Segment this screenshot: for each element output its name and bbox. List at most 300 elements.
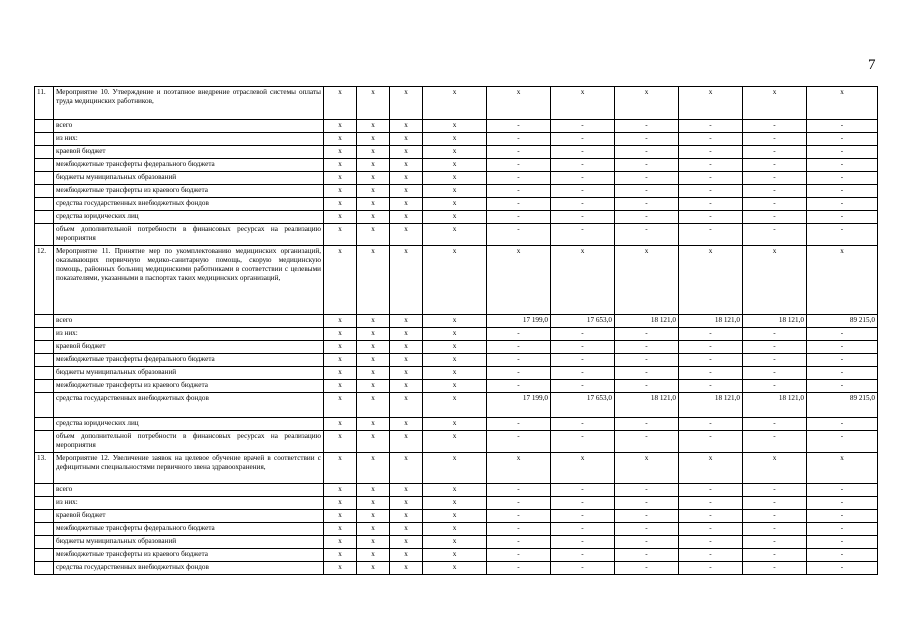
row-name: межбюджетные трансферты федерального бюджета [54,159,324,172]
cell-col-7: - [615,185,679,198]
row-name: из них: [54,497,324,510]
cell-col-1: x [324,120,357,133]
cell-col-6: - [551,172,615,185]
cell-col-5: - [487,185,551,198]
cell-col-9: - [743,211,807,224]
cell-col-9: x [743,246,807,315]
cell-col-9: - [743,484,807,497]
cell-col-10: - [807,341,878,354]
cell-col-9: - [743,562,807,575]
cell-col-9: - [743,549,807,562]
cell-col-10: - [807,418,878,431]
cell-col-4: x [423,536,487,549]
cell-col-5: 17 199,0 [487,393,551,418]
cell-col-3: x [390,87,423,120]
table-row [35,328,878,341]
cell-col-7: - [615,133,679,146]
table-row [35,146,878,159]
cell-col-7: - [615,159,679,172]
cell-col-8: - [679,510,743,523]
cell-col-7: 18 121,0 [615,315,679,328]
cell-col-7: - [615,523,679,536]
cell-col-9: - [743,224,807,246]
cell-col-2: x [357,185,390,198]
row-number [35,172,54,185]
cell-col-2: x [357,431,390,453]
cell-col-7: - [615,120,679,133]
cell-col-2: x [357,198,390,211]
row-name: из них: [54,133,324,146]
row-name: всего [54,120,324,133]
cell-col-6: - [551,328,615,341]
cell-col-8: - [679,133,743,146]
row-number [35,431,54,453]
cell-col-6: - [551,120,615,133]
cell-col-9: - [743,328,807,341]
row-name: средства государственных внебюджетных фондов [54,562,324,575]
cell-col-2: x [357,246,390,315]
cell-col-2: x [357,315,390,328]
cell-col-7: - [615,146,679,159]
cell-col-3: x [390,367,423,380]
row-number [35,484,54,497]
cell-col-9: 18 121,0 [743,315,807,328]
cell-col-7: - [615,367,679,380]
cell-col-6: 17 653,0 [551,393,615,418]
cell-col-2: x [357,224,390,246]
row-name: межбюджетные трансферты из краевого бюджета [54,549,324,562]
cell-col-6: - [551,484,615,497]
cell-col-1: x [324,354,357,367]
cell-col-3: x [390,172,423,185]
cell-col-10: - [807,133,878,146]
row-name: бюджеты муниципальных образований [54,367,324,380]
row-name: Мероприятие 10. Утверждение и поэтапное внедрение отраслевой системы оплаты труда медицинских работников, [54,87,324,120]
cell-col-6: - [551,367,615,380]
cell-col-6: - [551,354,615,367]
row-number [35,315,54,328]
cell-col-10: 89 215,0 [807,315,878,328]
cell-col-7: x [615,246,679,315]
cell-col-9: - [743,536,807,549]
row-name: межбюджетные трансферты федерального бюджета [54,523,324,536]
cell-col-10: - [807,198,878,211]
cell-col-7: - [615,484,679,497]
row-name: краевой бюджет [54,146,324,159]
cell-col-4: x [423,159,487,172]
cell-col-10: - [807,328,878,341]
table-row [35,172,878,185]
row-number [35,367,54,380]
cell-col-1: x [324,211,357,224]
cell-col-4: x [423,172,487,185]
cell-col-8: - [679,523,743,536]
row-number [35,341,54,354]
cell-col-2: x [357,367,390,380]
cell-col-5: - [487,367,551,380]
table-row [35,341,878,354]
table-row [35,120,878,133]
cell-col-3: x [390,510,423,523]
cell-col-6: - [551,224,615,246]
cell-col-10: - [807,484,878,497]
table-row [35,380,878,393]
cell-col-1: x [324,246,357,315]
cell-col-4: x [423,497,487,510]
cell-col-10: - [807,367,878,380]
cell-col-2: x [357,510,390,523]
row-number [35,523,54,536]
cell-col-10: - [807,562,878,575]
cell-col-8: - [679,341,743,354]
cell-col-1: x [324,523,357,536]
cell-col-4: x [423,418,487,431]
cell-col-5: x [487,246,551,315]
row-name: средства государственных внебюджетных фондов [54,393,324,418]
row-number [35,133,54,146]
cell-col-6: - [551,341,615,354]
table-row [35,393,878,418]
cell-col-9: - [743,146,807,159]
cell-col-8: - [679,380,743,393]
cell-col-8: 18 121,0 [679,393,743,418]
table-row [35,562,878,575]
cell-col-7: - [615,418,679,431]
cell-col-5: - [487,198,551,211]
row-name: межбюджетные трансферты из краевого бюджета [54,380,324,393]
row-number [35,418,54,431]
row-name: межбюджетные трансферты из краевого бюджета [54,185,324,198]
cell-col-7: - [615,510,679,523]
cell-col-10: - [807,523,878,536]
cell-col-3: x [390,549,423,562]
cell-col-3: x [390,315,423,328]
cell-col-5: - [487,484,551,497]
cell-col-5: - [487,510,551,523]
cell-col-1: x [324,87,357,120]
cell-col-2: x [357,549,390,562]
cell-col-6: - [551,418,615,431]
row-number [35,198,54,211]
cell-col-6: - [551,211,615,224]
cell-col-4: x [423,185,487,198]
cell-col-9: - [743,354,807,367]
cell-col-4: x [423,341,487,354]
cell-col-5: - [487,120,551,133]
row-name: краевой бюджет [54,510,324,523]
cell-col-1: x [324,172,357,185]
cell-col-10: - [807,224,878,246]
cell-col-9: - [743,418,807,431]
cell-col-6: x [551,87,615,120]
page-number: 7 [868,57,876,73]
cell-col-7: x [615,87,679,120]
table-row [35,198,878,211]
cell-col-7: - [615,224,679,246]
cell-col-4: x [423,328,487,341]
cell-col-4: x [423,453,487,484]
row-name: из них: [54,328,324,341]
cell-col-1: x [324,549,357,562]
cell-col-4: x [423,380,487,393]
table-row [35,523,878,536]
cell-col-1: x [324,315,357,328]
cell-col-3: x [390,185,423,198]
cell-col-5: - [487,159,551,172]
cell-col-9: - [743,185,807,198]
cell-col-9: 18 121,0 [743,393,807,418]
cell-col-8: - [679,536,743,549]
cell-col-5: - [487,146,551,159]
cell-col-7: - [615,380,679,393]
cell-col-3: x [390,133,423,146]
cell-col-3: x [390,198,423,211]
cell-col-10: - [807,549,878,562]
cell-col-6: - [551,198,615,211]
cell-col-8: - [679,562,743,575]
cell-col-6: x [551,246,615,315]
cell-col-10: - [807,120,878,133]
cell-col-2: x [357,341,390,354]
cell-col-10: - [807,536,878,549]
cell-col-4: x [423,133,487,146]
cell-col-5: - [487,536,551,549]
cell-col-2: x [357,159,390,172]
cell-col-9: - [743,380,807,393]
cell-col-5: - [487,523,551,536]
cell-col-2: x [357,484,390,497]
cell-col-1: x [324,418,357,431]
cell-col-6: - [551,431,615,453]
cell-col-8: - [679,497,743,510]
table-row [35,484,878,497]
cell-col-1: x [324,510,357,523]
cell-col-1: x [324,185,357,198]
cell-col-7: - [615,328,679,341]
row-number [35,224,54,246]
cell-col-6: - [551,536,615,549]
row-name: средства юридических лиц [54,211,324,224]
cell-col-2: x [357,87,390,120]
row-number [35,211,54,224]
row-number [35,328,54,341]
table-row [35,211,878,224]
cell-col-5: x [487,453,551,484]
cell-col-3: x [390,562,423,575]
cell-col-1: x [324,562,357,575]
cell-col-4: x [423,120,487,133]
table-row [35,185,878,198]
cell-col-4: x [423,510,487,523]
cell-col-6: - [551,185,615,198]
cell-col-8: - [679,328,743,341]
cell-col-7: - [615,172,679,185]
cell-col-10: 89 215,0 [807,393,878,418]
cell-col-7: - [615,198,679,211]
cell-col-1: x [324,146,357,159]
cell-col-7: - [615,497,679,510]
cell-col-9: - [743,510,807,523]
cell-col-5: 17 199,0 [487,315,551,328]
cell-col-3: x [390,246,423,315]
cell-col-2: x [357,523,390,536]
row-number [35,549,54,562]
cell-col-2: x [357,536,390,549]
row-name: Мероприятие 12. Увеличение заявок на целевое обучение врачей в соответствии с дефицитными специальностями первичного звена здравоохранения, [54,453,324,484]
cell-col-3: x [390,354,423,367]
cell-col-1: x [324,536,357,549]
cell-col-6: - [551,497,615,510]
cell-col-8: - [679,484,743,497]
row-number [35,510,54,523]
cell-col-8: - [679,172,743,185]
cell-col-10: - [807,172,878,185]
cell-col-9: - [743,120,807,133]
cell-col-5: - [487,380,551,393]
cell-col-5: - [487,341,551,354]
row-number: 12. [35,246,54,315]
cell-col-10: - [807,380,878,393]
cell-col-2: x [357,328,390,341]
cell-col-3: x [390,393,423,418]
cell-col-10: - [807,211,878,224]
financing-table [34,86,878,575]
row-name: межбюджетные трансферты федерального бюджета [54,354,324,367]
cell-col-10: - [807,146,878,159]
cell-col-6: - [551,523,615,536]
row-number [35,562,54,575]
cell-col-5: - [487,211,551,224]
cell-col-2: x [357,453,390,484]
cell-col-7: x [615,453,679,484]
cell-col-7: - [615,354,679,367]
row-number [35,393,54,418]
row-number: 11. [35,87,54,120]
cell-col-8: - [679,367,743,380]
cell-col-6: - [551,133,615,146]
cell-col-1: x [324,393,357,418]
table-row [35,497,878,510]
cell-col-8: - [679,120,743,133]
cell-col-3: x [390,523,423,536]
row-number [35,185,54,198]
cell-col-9: - [743,431,807,453]
cell-col-2: x [357,211,390,224]
row-number [35,120,54,133]
cell-col-1: x [324,133,357,146]
cell-col-3: x [390,536,423,549]
cell-col-7: 18 121,0 [615,393,679,418]
row-number [35,536,54,549]
row-number: 13. [35,453,54,484]
cell-col-4: x [423,393,487,418]
table-row [35,418,878,431]
cell-col-8: - [679,198,743,211]
cell-col-5: - [487,172,551,185]
cell-col-8: x [679,87,743,120]
cell-col-4: x [423,224,487,246]
cell-col-1: x [324,380,357,393]
cell-col-3: x [390,341,423,354]
cell-col-3: x [390,120,423,133]
table-row [35,549,878,562]
row-name: всего [54,315,324,328]
cell-col-10: x [807,453,878,484]
cell-col-7: - [615,431,679,453]
cell-col-6: - [551,510,615,523]
table-row [35,315,878,328]
cell-col-4: x [423,562,487,575]
row-number [35,159,54,172]
cell-col-1: x [324,484,357,497]
cell-col-6: - [551,146,615,159]
table-row [35,453,878,484]
table-row [35,87,878,120]
cell-col-1: x [324,453,357,484]
table-row [35,133,878,146]
table-row [35,536,878,549]
cell-col-5: - [487,549,551,562]
cell-col-8: - [679,159,743,172]
cell-col-6: - [551,380,615,393]
cell-col-5: - [487,418,551,431]
cell-col-4: x [423,354,487,367]
cell-col-8: - [679,146,743,159]
cell-col-2: x [357,120,390,133]
cell-col-4: x [423,246,487,315]
cell-col-9: - [743,172,807,185]
cell-col-9: - [743,133,807,146]
cell-col-6: 17 653,0 [551,315,615,328]
row-number [35,380,54,393]
cell-col-5: - [487,497,551,510]
cell-col-5: x [487,87,551,120]
cell-col-9: x [743,87,807,120]
row-name: объем дополнительной потребности в финансовых ресурсах на реализацию мероприятия [54,431,324,453]
cell-col-5: - [487,328,551,341]
cell-col-4: x [423,549,487,562]
cell-col-9: - [743,198,807,211]
cell-col-1: x [324,431,357,453]
cell-col-3: x [390,453,423,484]
cell-col-10: x [807,246,878,315]
row-name: Мероприятие 11. Принятие мер по укомплектованию медицинских организаций, оказывающих первичную медико-санитарную помощь, скорую медицинскую помощь, районных больниц медицинскими работниками в соответствии с целевыми показателями, указанными в паспортах таких медицинских организаций, [54,246,324,315]
cell-col-3: x [390,484,423,497]
table-row [35,246,878,315]
cell-col-3: x [390,418,423,431]
cell-col-1: x [324,198,357,211]
cell-col-10: x [807,87,878,120]
cell-col-2: x [357,354,390,367]
cell-col-8: 18 121,0 [679,315,743,328]
cell-col-4: x [423,87,487,120]
row-name: краевой бюджет [54,341,324,354]
cell-col-4: x [423,198,487,211]
cell-col-9: - [743,341,807,354]
cell-col-10: - [807,185,878,198]
cell-col-7: - [615,341,679,354]
row-name: бюджеты муниципальных образований [54,172,324,185]
row-name: средства государственных внебюджетных фондов [54,198,324,211]
cell-col-3: x [390,328,423,341]
cell-col-5: - [487,224,551,246]
cell-col-5: - [487,431,551,453]
cell-col-3: x [390,380,423,393]
cell-col-7: - [615,211,679,224]
table-body [35,87,878,575]
cell-col-1: x [324,367,357,380]
cell-col-8: - [679,418,743,431]
